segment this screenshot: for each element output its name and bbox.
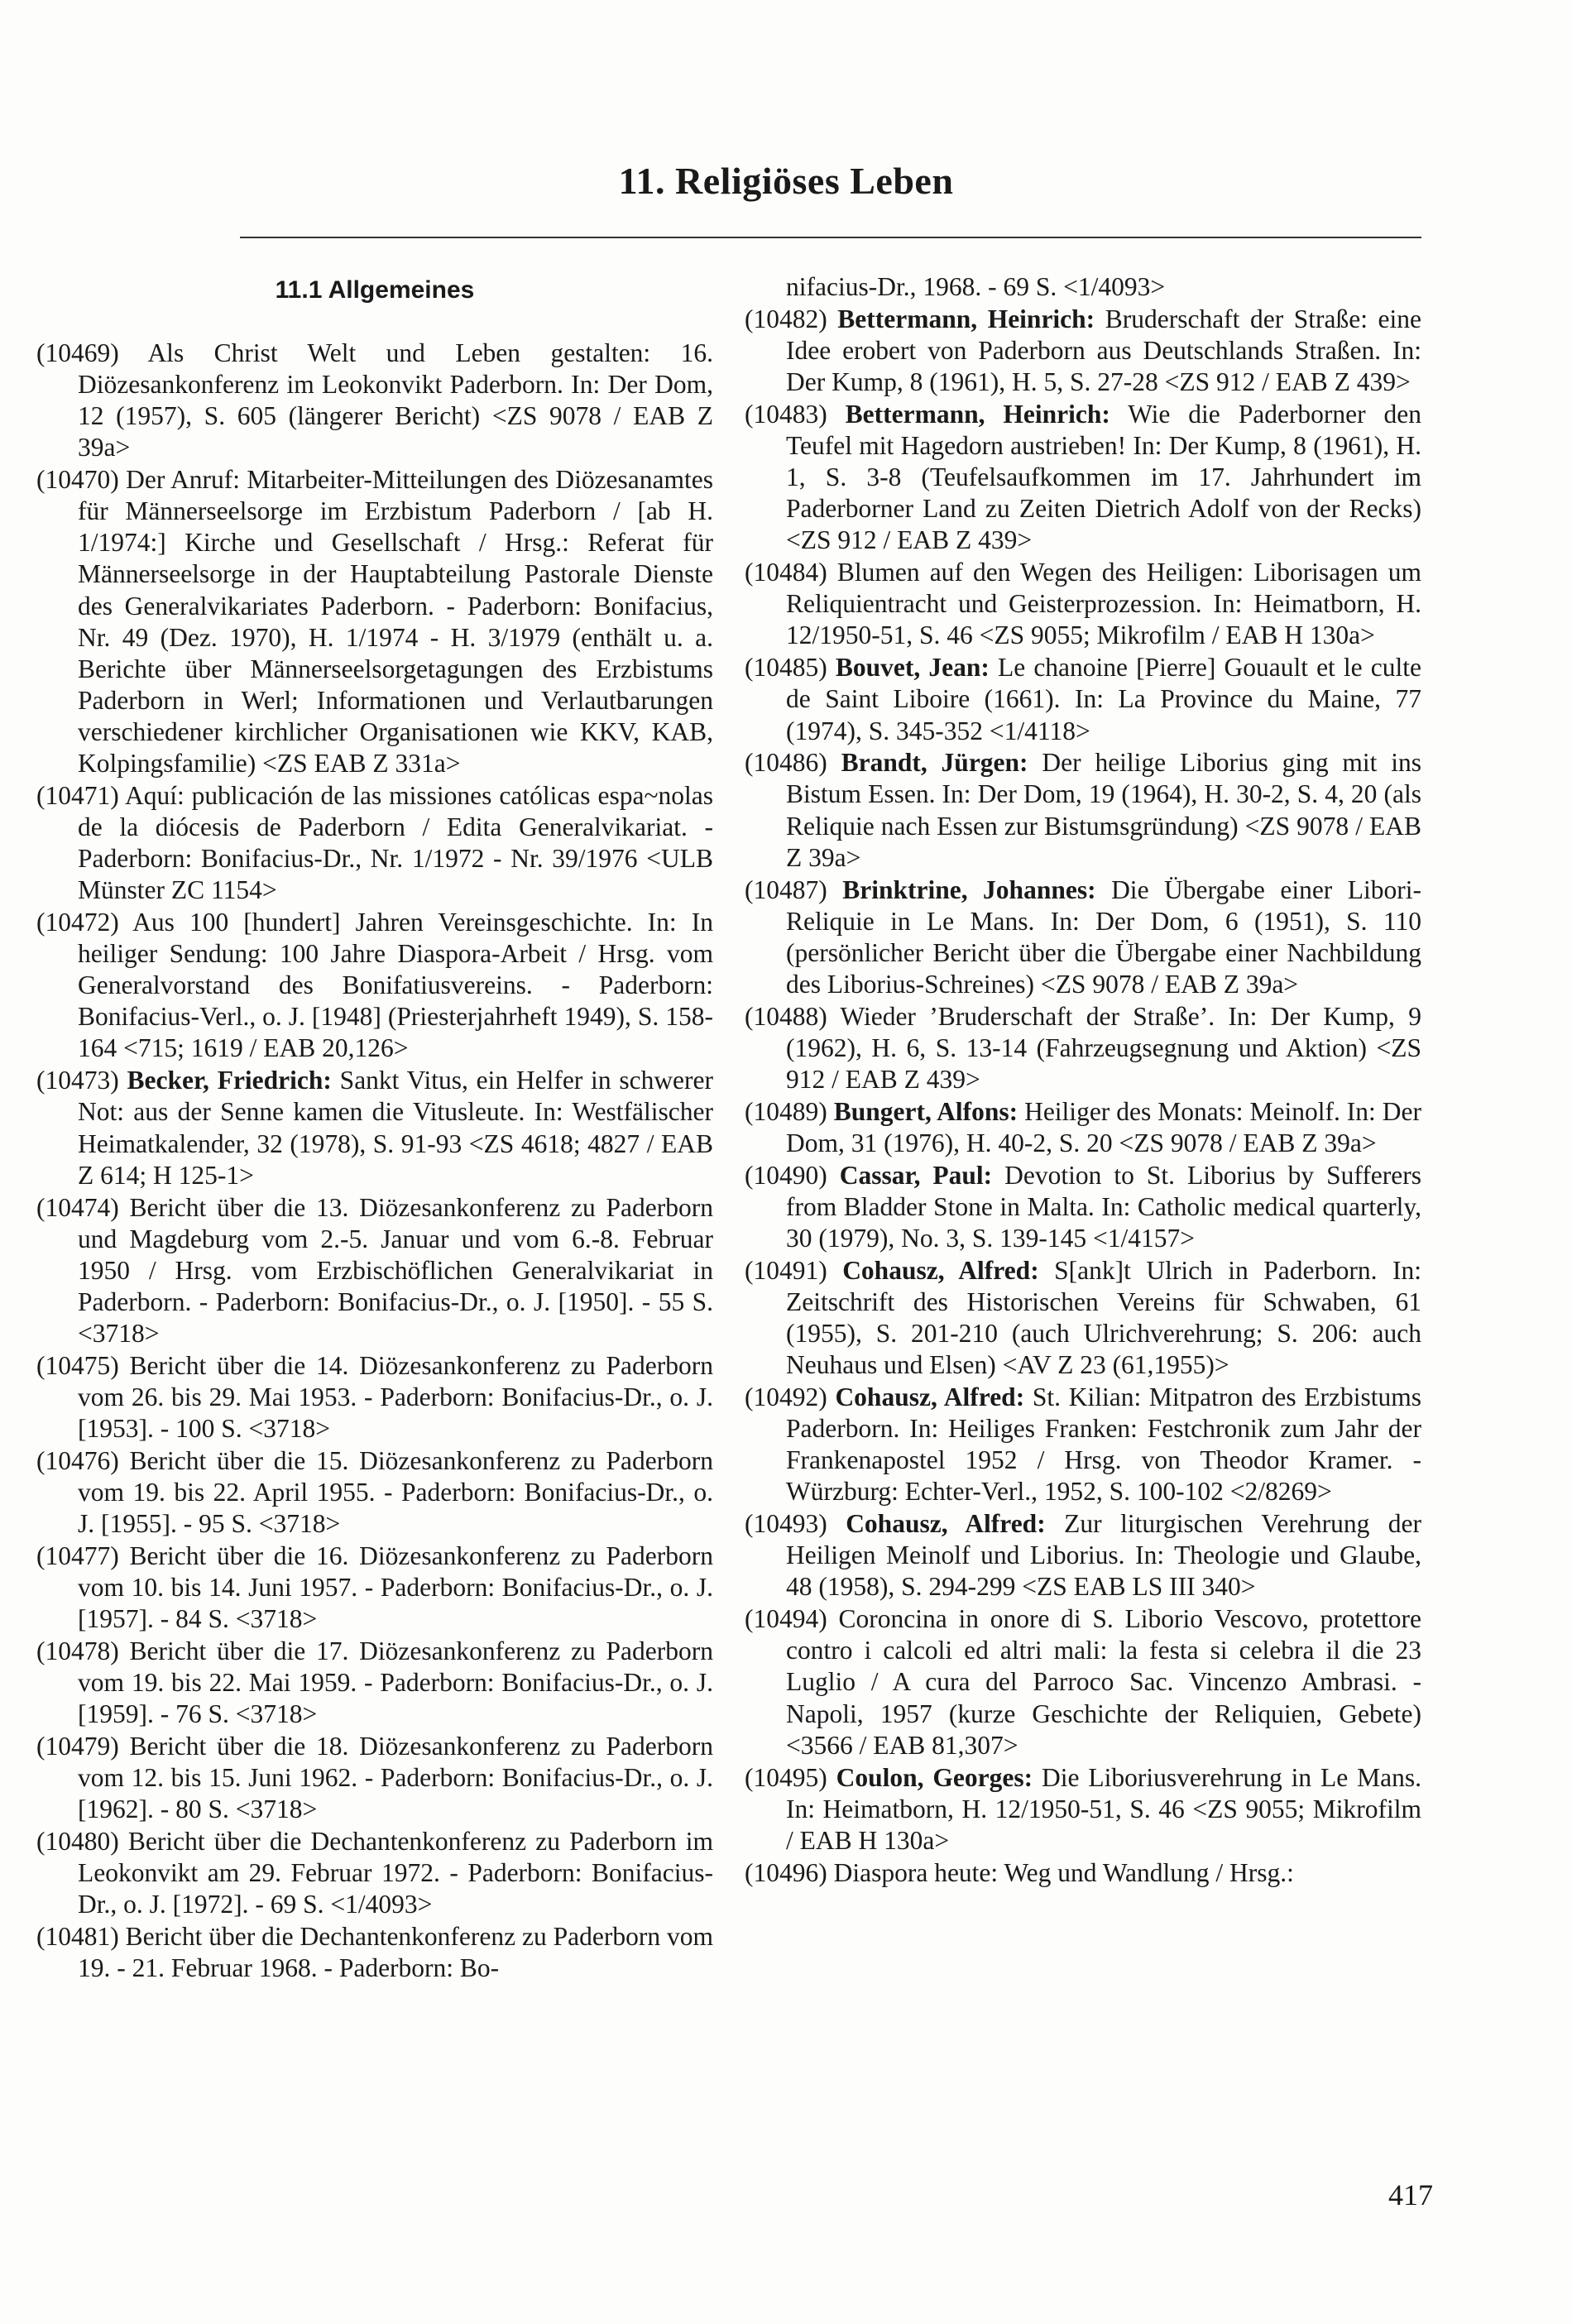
entry-number: (10495) xyxy=(745,1762,827,1792)
entry-author: Brandt, Jürgen: xyxy=(841,748,1028,778)
entry-number: (10487) xyxy=(745,874,827,904)
entry-author: Cassar, Paul: xyxy=(839,1160,993,1190)
entry-text: Zur liturgischen Verehrung der Heiligen Meinolf und Liborius. In: Theologie und Glaube, 48 (1958), S. 294-299 <ZS EAB LS III 340> xyxy=(786,1509,1421,1602)
entry-author: Bettermann, Heinrich: xyxy=(837,304,1095,333)
entry-text: Diaspora heute: Weg und Wandlung / Hrsg.: xyxy=(833,1857,1294,1887)
entry-number: (10483) xyxy=(745,399,827,429)
title-rule xyxy=(240,237,1421,238)
entry-number: (10486) xyxy=(745,748,827,778)
bibliography-entry xyxy=(36,780,713,906)
entry-text: Bericht über die 17. Diözesankonferenz zu Paderborn vom 19. bis 22. Mai 1959. - Paderborn: Bonifacius-Dr., o. J. [1959]. - 76 S. <3718> xyxy=(78,1636,713,1729)
entry-text: Die Liboriusverehrung in Le Mans. In: Heimatborn, H. 12/1950-51, S. 46 <ZS 9055; Mikrofilm / EAB H 130a> xyxy=(786,1762,1422,1855)
entry-number: (10472) xyxy=(36,908,119,937)
entry-number: (10490) xyxy=(745,1160,827,1190)
entry-author: Cohausz, Alfred: xyxy=(842,1255,1039,1285)
page-number: 417 xyxy=(1388,2178,1433,2211)
bibliography-entry xyxy=(36,464,713,779)
bibliography-entry xyxy=(745,1857,1421,1889)
bibliography-entry xyxy=(745,557,1421,651)
entry-number: (10473) xyxy=(36,1066,119,1095)
entry-text: Bericht über die 14. Diözesankonferenz zu Paderborn vom 26. bis 29. Mai 1953. - Paderborn: Bonifacius-Dr., o. J. [1953]. - 100 S. <3718> xyxy=(78,1350,713,1443)
entry-text: Heiliger des Monats: Meinolf. In: Der Dom, 31 (1976), H. 40-2, S. 20 <ZS 9078 / EAB Z 39a> xyxy=(786,1096,1421,1157)
bibliography-entry xyxy=(745,652,1421,746)
entry-number: (10488) xyxy=(745,1001,827,1031)
entry-text: Der Anruf: Mitarbeiter-Mitteilungen des Diözesanamtes für Männerseelsorge im Erzbistum Paderborn / [ab H. 1/1974:] Kirche und Gesellschaft / Hrsg.: Referat für Männerseelsorge in der Hauptabteilung Pastorale Dienste des Generalvikariates Paderborn. - Paderborn: Bonifacius, Nr. 49 (Dez. 1970), H. 1/1974 - H. 3/1979 (enthält u. a. Berichte über Männerseelsorgetagungen des Erzbistums Paderborn in Werl; Informationen und Verlautbarungen verschiedener kirchlicher Organisationen wie KKV, KAB, Kolpingsfamilie) <ZS EAB Z 331a> xyxy=(78,465,714,779)
entry-number: (10476) xyxy=(36,1445,119,1475)
entry-author: Cohausz, Alfred: xyxy=(846,1509,1046,1539)
bibliography-entry xyxy=(36,1636,713,1730)
bibliography-entry xyxy=(36,1921,713,1984)
entry-author: Brinktrine, Johannes: xyxy=(842,874,1096,904)
entry-number: (10469) xyxy=(36,338,119,367)
entry-author: Bungert, Alfons: xyxy=(833,1096,1018,1126)
entry-author: Coulon, Georges: xyxy=(836,1762,1033,1792)
entry-author: Becker, Friedrich: xyxy=(127,1066,332,1095)
entry-number: (10491) xyxy=(745,1255,827,1285)
entry-number: (10474) xyxy=(36,1192,119,1222)
right-column xyxy=(745,271,1421,1890)
bibliography-entry xyxy=(745,1096,1421,1159)
entry-number: (10477) xyxy=(36,1541,119,1570)
entry-number: (10484) xyxy=(745,558,827,587)
bibliography-entry xyxy=(36,1445,713,1540)
chapter-title: 11. Religiöses Leben xyxy=(618,160,954,202)
entry-text: Aquí: publicación de las missiones católicas espa~nolas de la diócesis de Paderborn / Edita Generalvikariat. - Paderborn: Bonifacius-Dr., Nr. 1/1972 - Nr. 39/1976 <ULB Münster ZC 1154> xyxy=(78,780,713,905)
bibliography-entry xyxy=(745,874,1421,1000)
bibliography-entry xyxy=(745,304,1421,398)
entry-number: (10479) xyxy=(36,1732,119,1761)
entry-text: Bericht über die 16. Diözesankonferenz zu Paderborn vom 10. bis 14. Juni 1957. - Paderborn: Bonifacius-Dr., o. J. [1957]. - 84 S. <3718> xyxy=(78,1541,713,1634)
entry-text: Bericht über die 13. Diözesankonferenz zu Paderborn und Magdeburg vom 2.-5. Januar und vom 6.-8. Februar 1950 / Hrsg. vom Erzbischöflichen Generalvikariat in Paderborn. - Paderborn: Bonifacius-Dr., o. J. [1950]. - 55 S. <3718> xyxy=(78,1192,713,1348)
bibliography-entry xyxy=(36,1541,713,1635)
entry-number: (10482) xyxy=(745,304,827,333)
entry-author: Bouvet, Jean: xyxy=(835,653,990,683)
entry-text: Bruderschaft der Straße: eine Idee erobert von Paderborn aus Deutschlands Straßen. In: Der Kump, 8 (1961), H. 5, S. 27-28 <ZS 912 / EAB Z 439> xyxy=(786,304,1422,397)
bibliography-entry xyxy=(745,1001,1421,1095)
entry-text: Bericht über die 18. Diözesankonferenz zu Paderborn vom 12. bis 15. Juni 1962. - Paderborn: Bonifacius-Dr., o. J. [1962]. - 80 S. <3718> xyxy=(78,1732,713,1824)
bibliography-entry xyxy=(745,747,1421,873)
bibliography-entry xyxy=(745,1762,1421,1857)
entry-number: (10494) xyxy=(745,1604,827,1634)
entry-number: (10496) xyxy=(745,1857,827,1887)
left-entry-list xyxy=(36,338,713,1984)
bibliography-entry xyxy=(36,1192,713,1349)
bibliography-entry xyxy=(745,1382,1421,1507)
bibliography-entry xyxy=(36,1826,713,1920)
bibliography-entry xyxy=(36,1350,713,1445)
entry-number: (10470) xyxy=(36,465,119,495)
bibliography-entry xyxy=(36,338,713,463)
bibliography-entry xyxy=(745,1160,1421,1254)
entry-number: (10493) xyxy=(745,1509,827,1539)
entry-number: (10475) xyxy=(36,1350,119,1380)
bibliography-entry xyxy=(745,1603,1421,1761)
bibliography-entry xyxy=(36,907,713,1064)
entry-text: Blumen auf den Wegen des Heiligen: Liborisagen um Reliquientracht und Geisterprozession. In: Heimatborn, H. 12/1950-51, S. 46 <ZS 9055; Mikrofilm / EAB H 130a> xyxy=(786,558,1422,650)
entry-text: Der heilige Liborius ging mit ins Bistum Essen. In: Der Dom, 19 (1964), H. 30-2, S. 4, 20 (als Reliquie nach Essen zur Bistumsgründung) <ZS 9078 / EAB Z 39a> xyxy=(786,748,1422,872)
entry-number: (10481) xyxy=(36,1922,119,1952)
bibliography-entry xyxy=(745,399,1421,556)
right-entry-list xyxy=(745,304,1421,1889)
bibliography-entry xyxy=(745,1508,1421,1603)
entry-text: Wie die Paderborner den Teufel mit Hagedorn austrieben! In: Der Kump, 8 (1961), H. 1, S. 3-8 (Teufelsaufkommen im 17. Jahrhundert im Paderborner Land zu Zeiten Dietrich Adolf von der Recks) <ZS 912 / EAB Z 439> xyxy=(786,399,1422,555)
entry-text: S[ank]t Ulrich in Paderborn. In: Zeitschrift des Historischen Vereins für Schwaben, 61 (1955), S. 201-210 (auch Ulrichverehrung; S. 206: auch Neuhaus und Elsen) <AV Z 23 (61,1955)> xyxy=(786,1255,1421,1380)
entry-text: Bericht über die 15. Diözesankonferenz zu Paderborn vom 19. bis 22. April 1955. - Paderborn: Bonifacius-Dr., o. J. [1955]. - 95 S. <3718> xyxy=(78,1445,713,1539)
entry-text: Als Christ Welt und Leben gestalten: 16. Diözesankonferenz im Leokonvikt Paderborn. In: Der Dom, 12 (1957), S. 605 (längerer Bericht) <ZS 9078 / EAB Z 39a> xyxy=(78,338,713,462)
entry-text: Wieder ’Bruderschaft der Straße’. In: Der Kump, 9 (1962), H. 6, S. 13-14 (Fahrzeugsegnung und Aktion) <ZS 912 / EAB Z 439> xyxy=(786,1001,1421,1094)
entry-text: Le chanoine [Pierre] Gouault et le culte de Saint Liboire (1661). In: La Province du Maine, 77 (1974), S. 345-352 <1/4118> xyxy=(786,653,1421,745)
entry-number: (10492) xyxy=(745,1382,827,1412)
bibliography-entry xyxy=(745,1255,1421,1381)
bibliography-entry xyxy=(36,1065,713,1191)
entry-number: (10489) xyxy=(745,1096,827,1126)
entry-text: Aus 100 [hundert] Jahren Vereinsgeschichte. In: In heiliger Sendung: 100 Jahre Diaspora-Arbeit / Hrsg. vom Generalvorstand des Bonifatiusvereins. - Paderborn: Bonifacius-Verl., o. J. [1948] (Priesterjahrheft 1949), S. 158-164 <715; 1619 / EAB 20,126> xyxy=(78,908,713,1063)
entry-number: (10485) xyxy=(745,653,827,683)
entry-text: Bericht über die Dechantenkonferenz zu Paderborn im Leokonvikt am 29. Februar 1972. - Paderborn: Bonifacius-Dr., o. J. [1972]. - 69 S. <1/4093> xyxy=(78,1827,714,1919)
entry-text: Coroncina in onore di S. Liborio Vescovo, protettore contro i calcoli ed altri mali: la festa si celebra il die 23 Luglio / A cura del Parroco Sac. Vincenzo Ambrasi. - Napoli, 1957 (kurze Geschichte der Reliquien, Gebete) <3566 / EAB 81,307> xyxy=(786,1604,1421,1760)
bibliography-entry xyxy=(36,1731,713,1825)
continuation-text: nifacius-Dr., 1968. - 69 S. <1/4093> xyxy=(786,272,1166,301)
entry-author: Bettermann, Heinrich: xyxy=(845,399,1110,429)
section-heading: 11.1 Allgemeines xyxy=(275,276,475,304)
entry-author: Cohausz, Alfred: xyxy=(835,1382,1025,1412)
entry-number: (10478) xyxy=(36,1636,119,1666)
entry-text: St. Kilian: Mitpatron des Erzbistums Paderborn. In: Heiliges Franken: Festchronik zum Jahr der Frankenapostel 1952 / Hrsg. von Theodor Kramer. - Würzburg: Echter-Verl., 1952, S. 100-102 <2/8269> xyxy=(786,1382,1422,1507)
entry-text: Devotion to St. Liborius by Sufferers from Bladder Stone in Malta. In: Catholic medical quarterly, 30 (1979), No. 3, S. 139-145 <1/4157> xyxy=(786,1160,1422,1253)
entry-text: Bericht über die Dechantenkonferenz zu Paderborn vom 19. - 21. Februar 1968. - Paderborn: Bo- xyxy=(78,1922,713,1983)
entry-text: Sankt Vitus, ein Helfer in schwerer Not: aus der Senne kamen die Vitusleute. In: Westfälischer Heimatkalender, 32 (1978), S. 91-93 <ZS 4618; 4827 / EAB Z 614; H 125-1> xyxy=(78,1066,714,1190)
entry-number: (10471) xyxy=(36,780,119,810)
entry-number: (10480) xyxy=(36,1827,119,1857)
entry-text: Die Übergabe einer Libori-Reliquie in Le Mans. In: Der Dom, 6 (1951), S. 110 (persönlicher Bericht über die Übergabe einer Nachbildung des Liborius-Schreines) <ZS 9078 / EAB Z 39a> xyxy=(786,874,1421,999)
left-column xyxy=(36,271,713,1985)
